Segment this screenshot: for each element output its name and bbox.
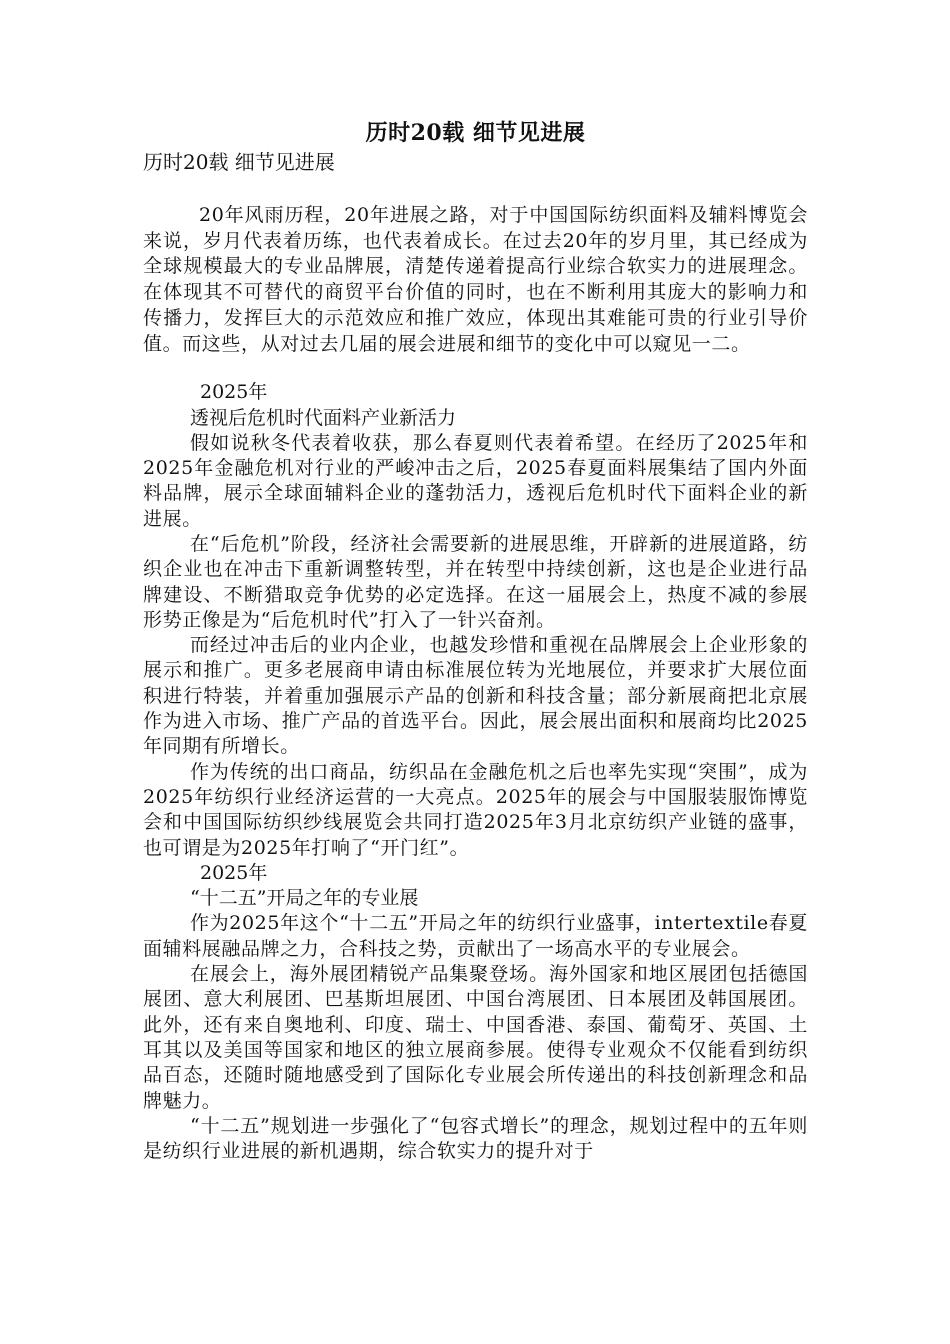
section1-paragraph: 作为传统的出口商品，纺织品在金融危机之后也率先实现“突围”，成为2025年纺织行业经济运营的一大亮点。2025年的展会与中国服装服饰博览会和中国国际纺织纱线展览会共同打造2025年3月北京纺织产业链的盛事，也可谓是为2025年打响了“开门红”。 [143, 760, 808, 859]
spacer [143, 176, 808, 203]
section1-paragraph: 假如说秋冬代表着收获，那么春夏则代表着希望。在经历了2025年和2025年金融危机对行业的严峻冲击之后，2025春夏面料展集结了国内外面料品牌，展示全球面辅料企业的蓬勃活力，透视后危机时代下面料企业的新进展。 [143, 431, 808, 530]
section1-heading: 透视后危机时代面料产业新活力 [190, 406, 457, 429]
section2-paragraph: 作为2025年这个“十二五”开局之年的纺织行业盛事，intertextile春夏面辅料展融品牌之力，合科技之势，贡献出了一场高水平的专业展会。 [143, 912, 808, 960]
section2-heading: “十二五”开局之年的专业展 [190, 887, 419, 910]
section2-paragraph: 在展会上，海外展团精锐产品集聚登场。海外国家和地区展团包括德国展团、意大利展团、巴基斯坦展团、中国台湾展团、日本展团及韩国展团。此外，还有来自奥地利、印度、瑞士、中国香港、泰国、葡萄牙、英国、土耳其以及美国等国家和地区的独立展商参展。使得专业观众不仅能看到纺织品百态，还随时随地感受到了国际化专业展会所传递出的科技创新理念和品牌魅力。 [143, 963, 808, 1112]
section1-paragraph: 在“后危机”阶段，经济社会需要新的进展思维，开辟新的进展道路，纺织企业也在冲击下重新调整转型，并在转型中持续创新，这也是企业进行品牌建设、不断猎取竞争优势的必定选择。在这一届展会上，热度不减的参展形势正像是为“后危机时代”打入了一针兴奋剂。 [143, 533, 808, 631]
document-subtitle: 历时20载 细节见进展 [143, 150, 335, 174]
section2-year: 2025年 [200, 861, 268, 884]
document-page [143, 118, 808, 1164]
section1-year: 2025年 [200, 381, 268, 404]
section1-paragraph: 而经过冲击后的业内企业，也越发珍惜和重视在品牌展会上企业形象的展示和推广。更多老展商申请由标准展位转为光地展位，并要求扩大展位面积进行特装，并着重加强展示产品的创新和科技含量；部分新展商把北京展作为进入市场、推广产品的首选平台。因此，展会展出面积和展商均比2025年同期有所增长。 [143, 634, 808, 758]
spacer [143, 357, 808, 380]
intro-paragraph: 20年风雨历程，20年进展之路，对于中国国际纺织面料及辅料博览会来说，岁月代表着历练，也代表着成长。在过去20年的岁月里，其已经成为全球规模最大的专业品牌展，清楚传递着提高行业综合软实力的进展理念。在体现其不可替代的商贸平台价值的同时，也在不断利用其庞大的影响力和传播力，发挥巨大的示范效应和推广效应，体现出其难能可贵的行业引导价值。而这些，从对过去几届的展会进展和细节的变化中可以窥见一二。 [143, 204, 808, 355]
section2-paragraph: “十二五”规划进一步强化了“包容式增长”的理念，规划过程中的五年则是纺织行业进展的新机遇期，综合软实力的提升对于 [143, 1114, 808, 1163]
document-title: 历时20载 细节见进展 [365, 120, 586, 146]
